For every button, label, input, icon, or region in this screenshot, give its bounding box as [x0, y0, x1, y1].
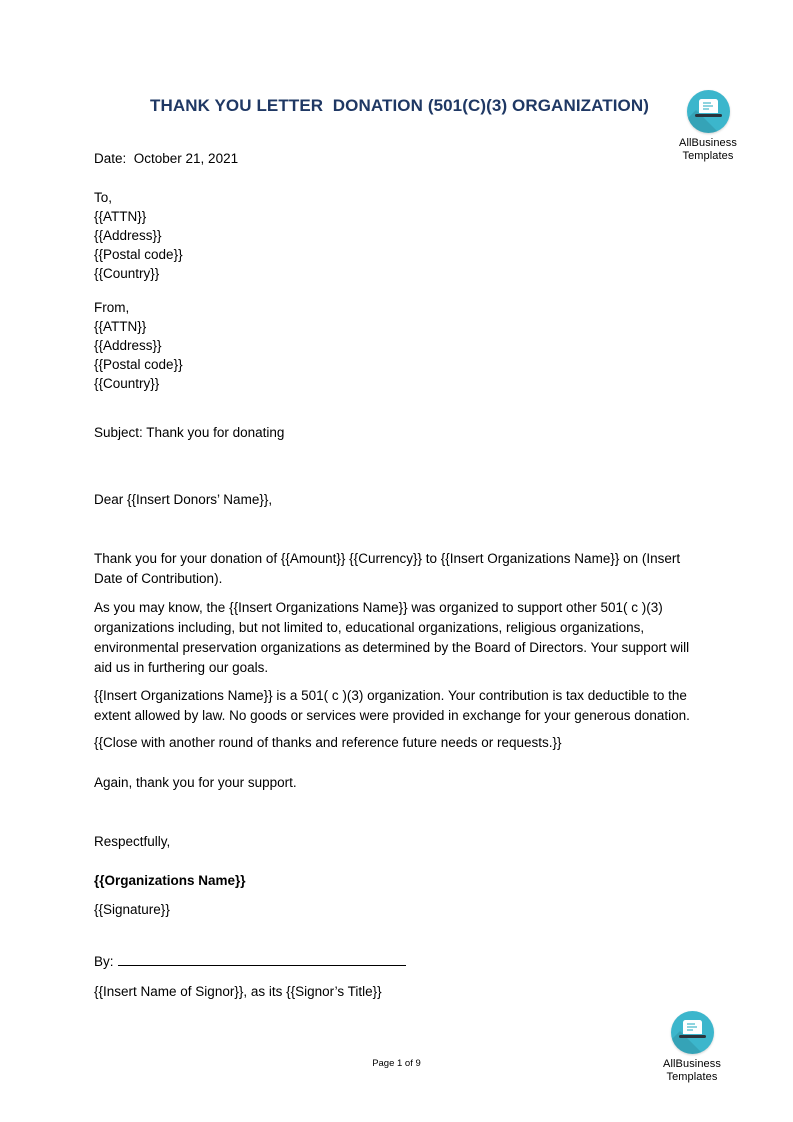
signor-line: {{Insert Name of Signor}}, as its {{Signor’s Title}} — [94, 984, 382, 999]
laptop-base — [695, 114, 722, 117]
laptop-icon — [687, 99, 730, 117]
subject-line: Subject: Thank you for donating — [94, 425, 285, 440]
page-title: THANK YOU LETTER DONATION (501(C)(3) ORGANIZATION) — [149, 96, 650, 115]
allbusiness-logo-top — [670, 90, 746, 162]
by-label: By: — [94, 954, 114, 969]
paragraph-thanks-again: Again, thank you for your support. — [94, 775, 297, 790]
logo-text-line2: Templates — [682, 149, 734, 162]
allbusiness-logo-bottom — [654, 1011, 730, 1083]
screen-line — [703, 108, 709, 110]
recipient-label: To, — [94, 190, 113, 205]
recipient-address: {{Address}} — [94, 228, 162, 243]
sender-address-block — [94, 298, 705, 393]
screen-line — [703, 105, 713, 107]
paragraph-donation: Thank you for your donation of {{Amount}} {{Currency}} to {{Insert Organizations Name}} on (Insert Date of Contribution). — [94, 551, 681, 586]
logo-text-line1: AllBusiness — [679, 137, 737, 149]
paragraph-close-placeholder: {{Close with another round of thanks and reference future needs or requests.}} — [94, 735, 562, 750]
sender-address: {{Address}} — [94, 338, 162, 353]
screen-line — [687, 1023, 695, 1025]
paragraph-tax-deductible: {{Insert Organizations Name}} is a 501( c )(3) organization. Your contribution is tax deductible to the extent allowed by law. No goods or services were provided in exchange for your generous donation. — [94, 688, 690, 723]
logo-text-line2: Templates — [666, 1070, 718, 1083]
screen-line — [687, 1026, 697, 1028]
recipient-address-block — [94, 188, 705, 283]
sender-country: {{Country}} — [94, 376, 160, 391]
laptop-screen — [683, 1020, 702, 1034]
signature-line — [118, 951, 406, 966]
salutation: Dear {{Insert Donors’ Name}}, — [94, 492, 273, 507]
laptop-icon — [671, 1020, 714, 1038]
laptop-base — [679, 1035, 706, 1038]
paragraph-organization-purpose: As you may know, the {{Insert Organizations Name}} was organized to support other 501( c )(3) organizations including, but not limited to, educational organizations, religious organizations, environmental preservation organizations as determined by the Board of Directors. Your support will aid us in furthering our goals. — [94, 600, 690, 675]
allbusiness-logo-icon — [687, 90, 730, 133]
by-line — [94, 951, 705, 972]
logo-wordmark — [654, 1058, 730, 1083]
screen-line — [703, 102, 711, 104]
date-line: Date: October 21, 2021 — [94, 151, 239, 166]
recipient-attn: {{ATTN}} — [94, 209, 147, 224]
screen-line — [687, 1029, 693, 1031]
allbusiness-logo-icon — [671, 1011, 714, 1054]
organization-name: {{Organizations Name}} — [94, 873, 246, 888]
recipient-postal-code: {{Postal code}} — [94, 247, 183, 262]
valediction: Respectfully, — [94, 834, 171, 849]
sender-postal-code: {{Postal code}} — [94, 357, 183, 372]
logo-text-line1: AllBusiness — [663, 1058, 721, 1070]
laptop-screen — [699, 99, 718, 113]
signature-placeholder: {{Signature}} — [94, 902, 170, 917]
page-number: Page 1 of 9 — [372, 1058, 421, 1069]
sender-label: From, — [94, 300, 130, 315]
sender-attn: {{ATTN}} — [94, 319, 147, 334]
recipient-country: {{Country}} — [94, 266, 160, 281]
logo-wordmark — [670, 137, 746, 162]
